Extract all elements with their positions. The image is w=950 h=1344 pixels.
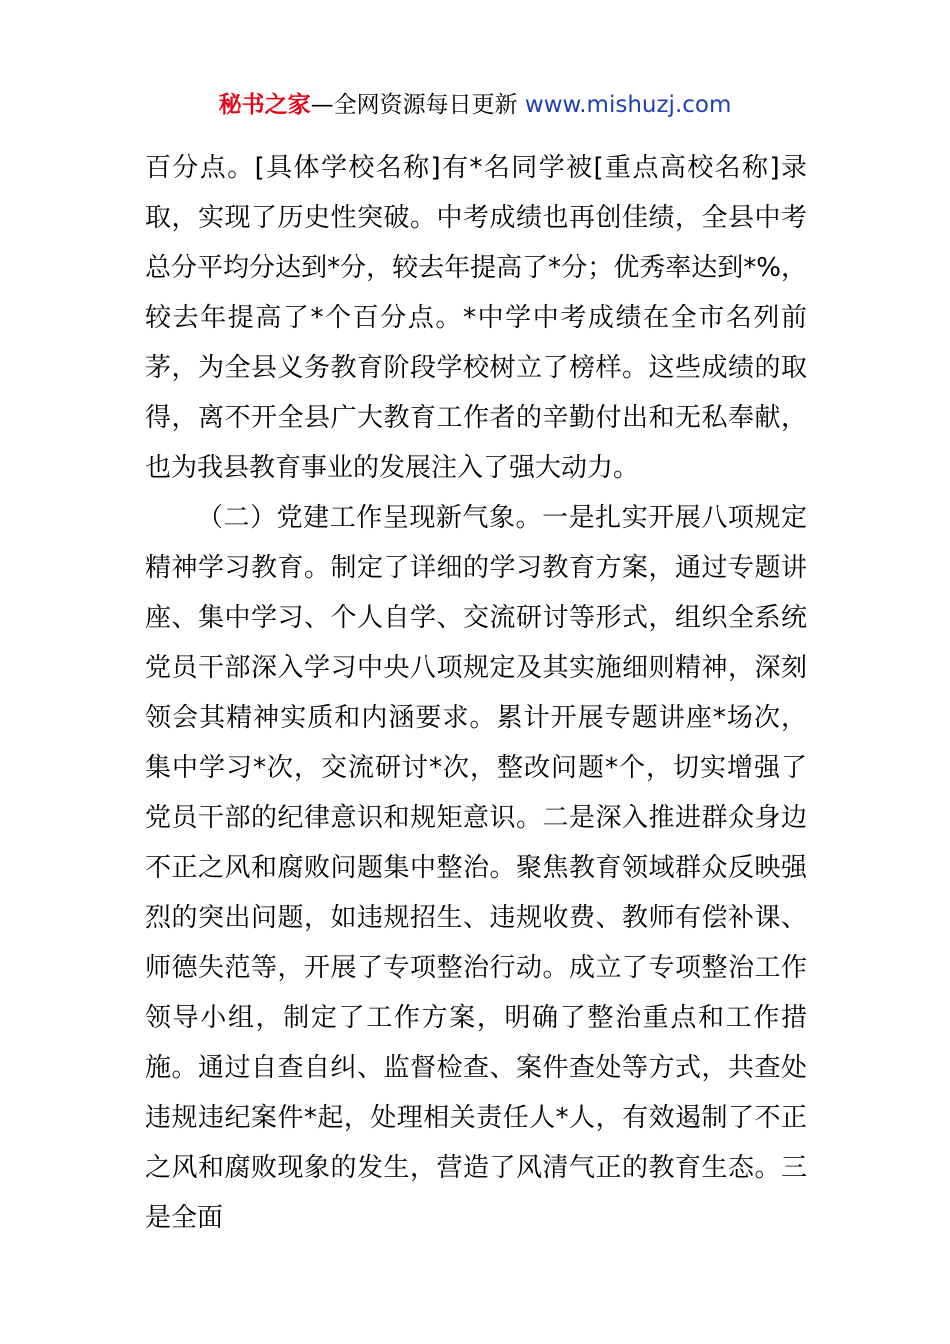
header-tagline: —全网资源每日更新	[310, 92, 518, 118]
paragraph-1: 百分点。[具体学校名称]有*名同学被[重点高校名称]录取，实现了历史性突破。中考成绩也再创佳绩，全县中考总分平均分达到*分，较去年提高了*分；优秀率达到*%，较去年提高了*个百分点。*中学中考成绩在全市名列前茅，为全县义务教育阶段学校树立了榜样。这些成绩的取得，离不开全县广大教育工作者的辛勤付出和无私奉献，也为我县教育事业的发展注入了强大动力。	[145, 153, 807, 483]
document-body	[145, 143, 807, 1243]
site-url[interactable]: www.mishuzj.com	[524, 92, 732, 118]
brand-name: 秘书之家	[218, 92, 311, 118]
paragraph-2: （二）党建工作呈现新气象。一是扎实开展八项规定精神学习教育。制定了详细的学习教育方案，通过专题讲座、集中学习、个人自学、交流研讨等形式，组织全系统党员干部深入学习中央八项规定及其实施细则精神，深刻领会其精神实质和内涵要求。累计开展专题讲座*场次，集中学习*次，交流研讨*次，整改问题*个，切实增强了党员干部的纪律意识和规矩意识。二是深入推进群众身边不正之风和腐败问题集中整治。聚焦教育领域群众反映强烈的突出问题，如违规招生、违规收费、教师有偿补课、师德失范等，开展了专项整治行动。成立了专项整治工作领导小组，制定了工作方案，明确了整治重点和工作措施。通过自查自纠、监督检查、案件查处等方式，共查处违规违纪案件*起，处理相关责任人*人，有效遏制了不正之风和腐败现象的发生，营造了风清气正的教育生态。三是全面	[145, 503, 807, 1233]
page-header	[0, 88, 950, 122]
